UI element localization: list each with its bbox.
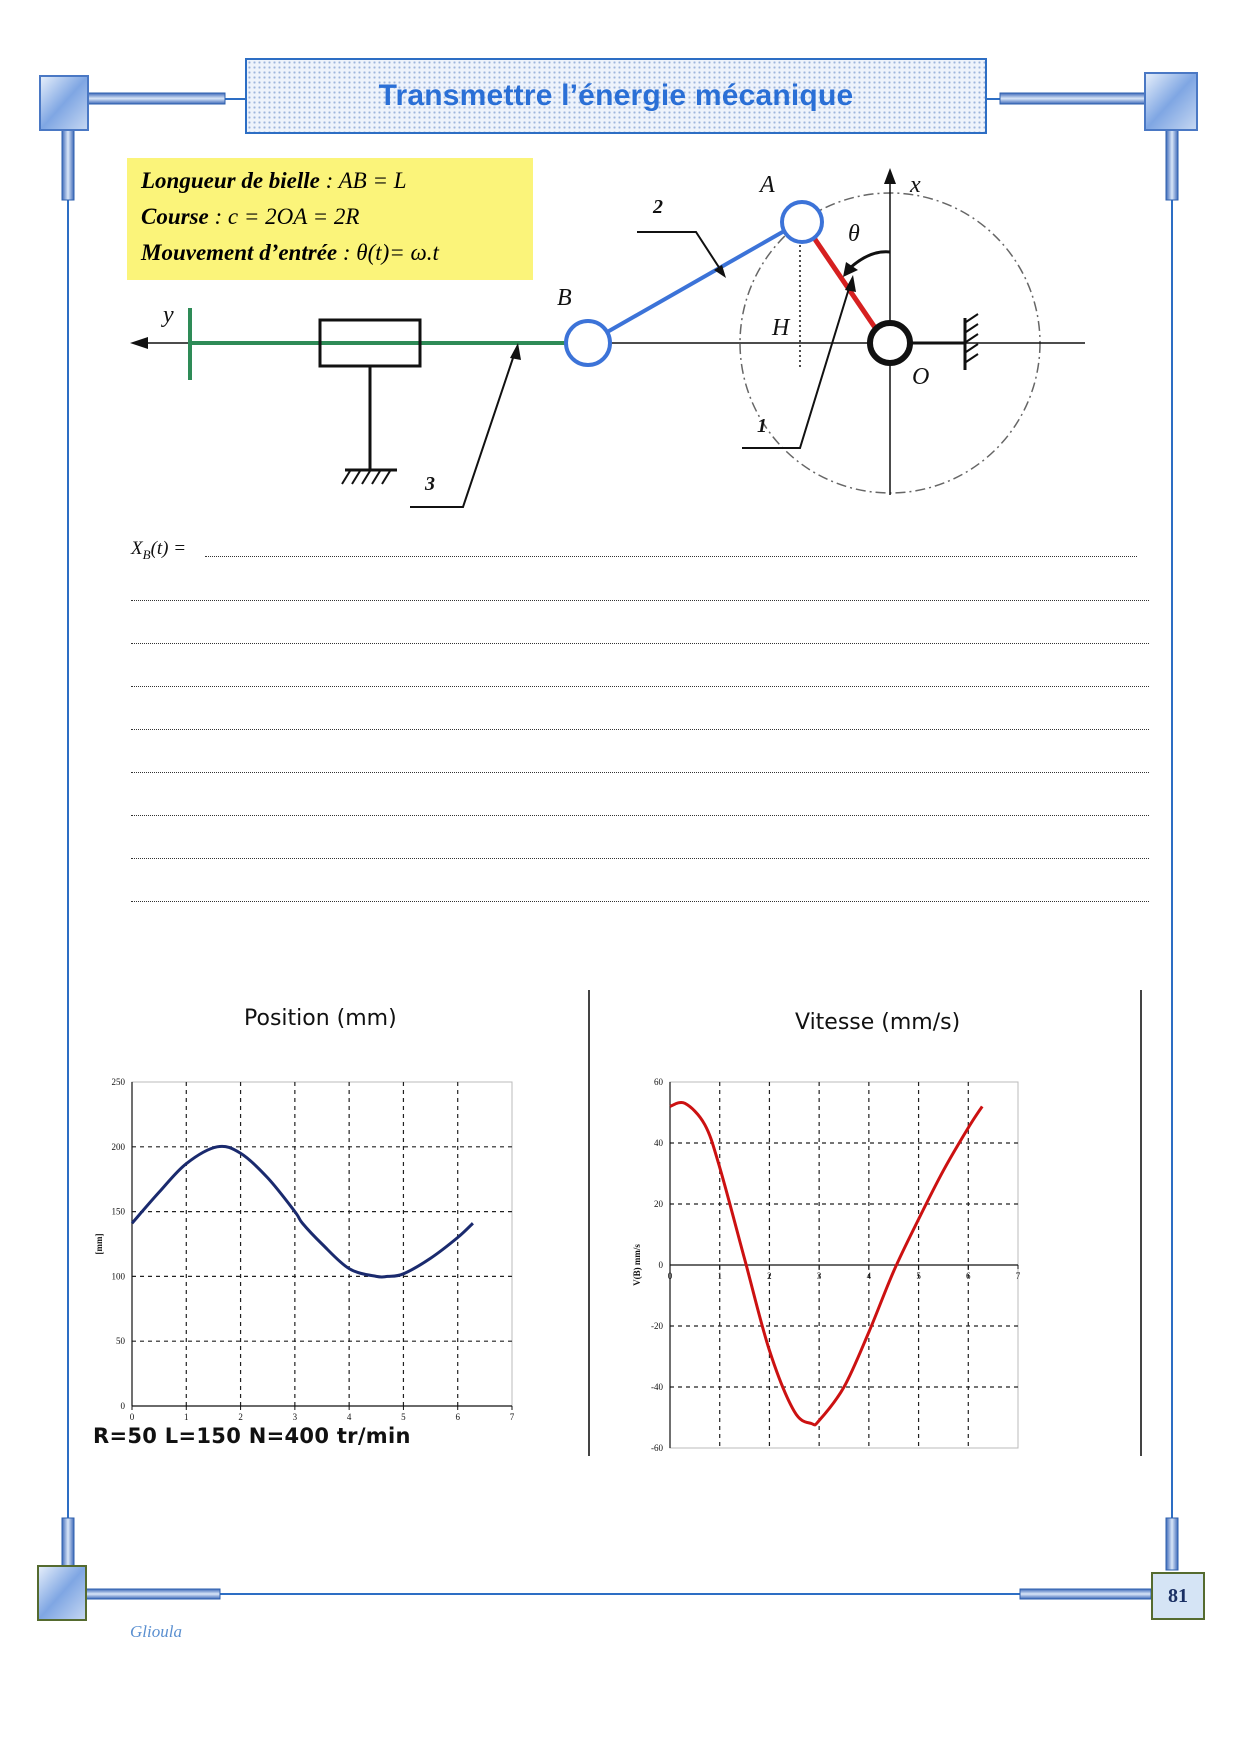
position-y-tick-label: 150 — [111, 1206, 125, 1217]
label-B: B — [557, 285, 572, 311]
label-H: H — [772, 315, 790, 341]
position-x-tick-label: 0 — [129, 1412, 135, 1420]
info-label-2: Course — [141, 204, 209, 229]
y-axis-arrow — [130, 337, 148, 349]
velocity-y-tick-label: -20 — [651, 1321, 663, 1331]
x-axis-arrow — [884, 168, 896, 184]
label-y: y — [163, 302, 174, 328]
joint-B — [566, 321, 610, 365]
connecting-rod — [588, 222, 800, 343]
leader-3-arrow — [510, 343, 521, 360]
author-name: Glioula — [130, 1622, 182, 1641]
velocity-y-tick-label: -60 — [651, 1443, 663, 1453]
position-chart-title: Position (mm) — [244, 1006, 397, 1031]
answer-line[interactable] — [131, 729, 1149, 730]
label-O: O — [912, 364, 930, 390]
answer-label-sub: B — [142, 546, 151, 562]
info-label-1: Longueur de bielle — [141, 168, 320, 193]
joint-A — [782, 202, 822, 242]
velocity-y-tick-label: 0 — [658, 1260, 663, 1270]
leader-2 — [637, 232, 722, 272]
position-chart — [80, 1060, 590, 1420]
velocity-y-tick-label: 60 — [654, 1077, 663, 1087]
position-x-tick-label: 2 — [238, 1412, 243, 1420]
velocity-series-line — [667, 1102, 982, 1425]
position-y-tick-label: 250 — [111, 1077, 125, 1087]
label-A: A — [760, 172, 775, 198]
velocity-y-tick-label: 40 — [654, 1138, 663, 1148]
guide-ground-hatch — [342, 471, 390, 484]
slider-crank-diagram — [0, 0, 1240, 540]
position-x-tick-label: 4 — [346, 1412, 352, 1420]
answer-line[interactable] — [131, 901, 1149, 902]
answer-line-first[interactable] — [205, 556, 1137, 557]
velocity-chart-title: Vitesse (mm/s) — [795, 1010, 961, 1035]
charts-divider-right — [1140, 990, 1142, 1456]
answer-line[interactable] — [131, 815, 1149, 816]
velocity-x-tick-label: 0 — [667, 1271, 673, 1281]
position-y-axis-label: [mm] — [94, 1233, 104, 1255]
answer-line[interactable] — [131, 858, 1149, 859]
answer-label-main: X — [131, 538, 143, 559]
label-part-3: 3 — [425, 473, 435, 495]
label-part-1: 1 — [757, 415, 767, 437]
position-y-tick-label: 200 — [111, 1141, 125, 1152]
velocity-y-tick-label: 20 — [654, 1199, 663, 1209]
position-y-tick-label: 0 — [120, 1401, 125, 1411]
velocity-y-tick-label: -40 — [651, 1382, 663, 1392]
answer-label-rest: (t) = — [150, 538, 187, 559]
joint-O — [870, 323, 910, 363]
velocity-x-tick-label: 6 — [966, 1271, 971, 1281]
position-y-tick-label: 100 — [111, 1271, 125, 1282]
label-part-2: 2 — [653, 196, 663, 218]
page-title: Transmettre l’énergie mécanique — [378, 79, 854, 112]
velocity-y-axis-label: V(B) mm/s — [632, 1244, 642, 1286]
position-x-tick-label: 7 — [509, 1412, 515, 1420]
velocity-x-tick-label: 5 — [916, 1271, 921, 1281]
velocity-x-tick-label: 3 — [816, 1271, 822, 1281]
theta-arc — [850, 252, 890, 268]
answer-line[interactable] — [131, 600, 1149, 601]
crank — [810, 232, 878, 332]
position-x-tick-label: 6 — [455, 1412, 460, 1420]
frame-hatch — [966, 314, 978, 362]
position-x-tick-label: 3 — [292, 1412, 298, 1420]
position-y-tick-label: 50 — [116, 1336, 125, 1347]
label-theta: θ — [848, 221, 860, 247]
position-x-tick-label: 1 — [184, 1412, 189, 1420]
velocity-x-tick-label: 4 — [866, 1271, 872, 1281]
answer-label — [131, 538, 186, 563]
info-value-2: : c = 2OA = 2R — [214, 204, 360, 229]
position-x-tick-label: 5 — [401, 1412, 406, 1420]
answer-line[interactable] — [131, 643, 1149, 644]
velocity-x-tick-label: 1 — [717, 1271, 722, 1281]
velocity-chart — [620, 1060, 1140, 1460]
answer-line[interactable] — [131, 686, 1149, 687]
charts-caption: R=50 L=150 N=400 tr/min — [93, 1424, 411, 1448]
info-value-1: : AB = L — [325, 168, 407, 193]
velocity-x-tick-label: 7 — [1015, 1271, 1021, 1281]
answer-line[interactable] — [131, 772, 1149, 773]
velocity-x-tick-label: 2 — [767, 1271, 772, 1281]
info-value-3: : θ(t)= ω.t — [342, 240, 439, 265]
page-number: 81 — [1151, 1572, 1205, 1620]
info-label-3: Mouvement d’entrée — [141, 240, 338, 265]
label-x: x — [910, 172, 921, 198]
